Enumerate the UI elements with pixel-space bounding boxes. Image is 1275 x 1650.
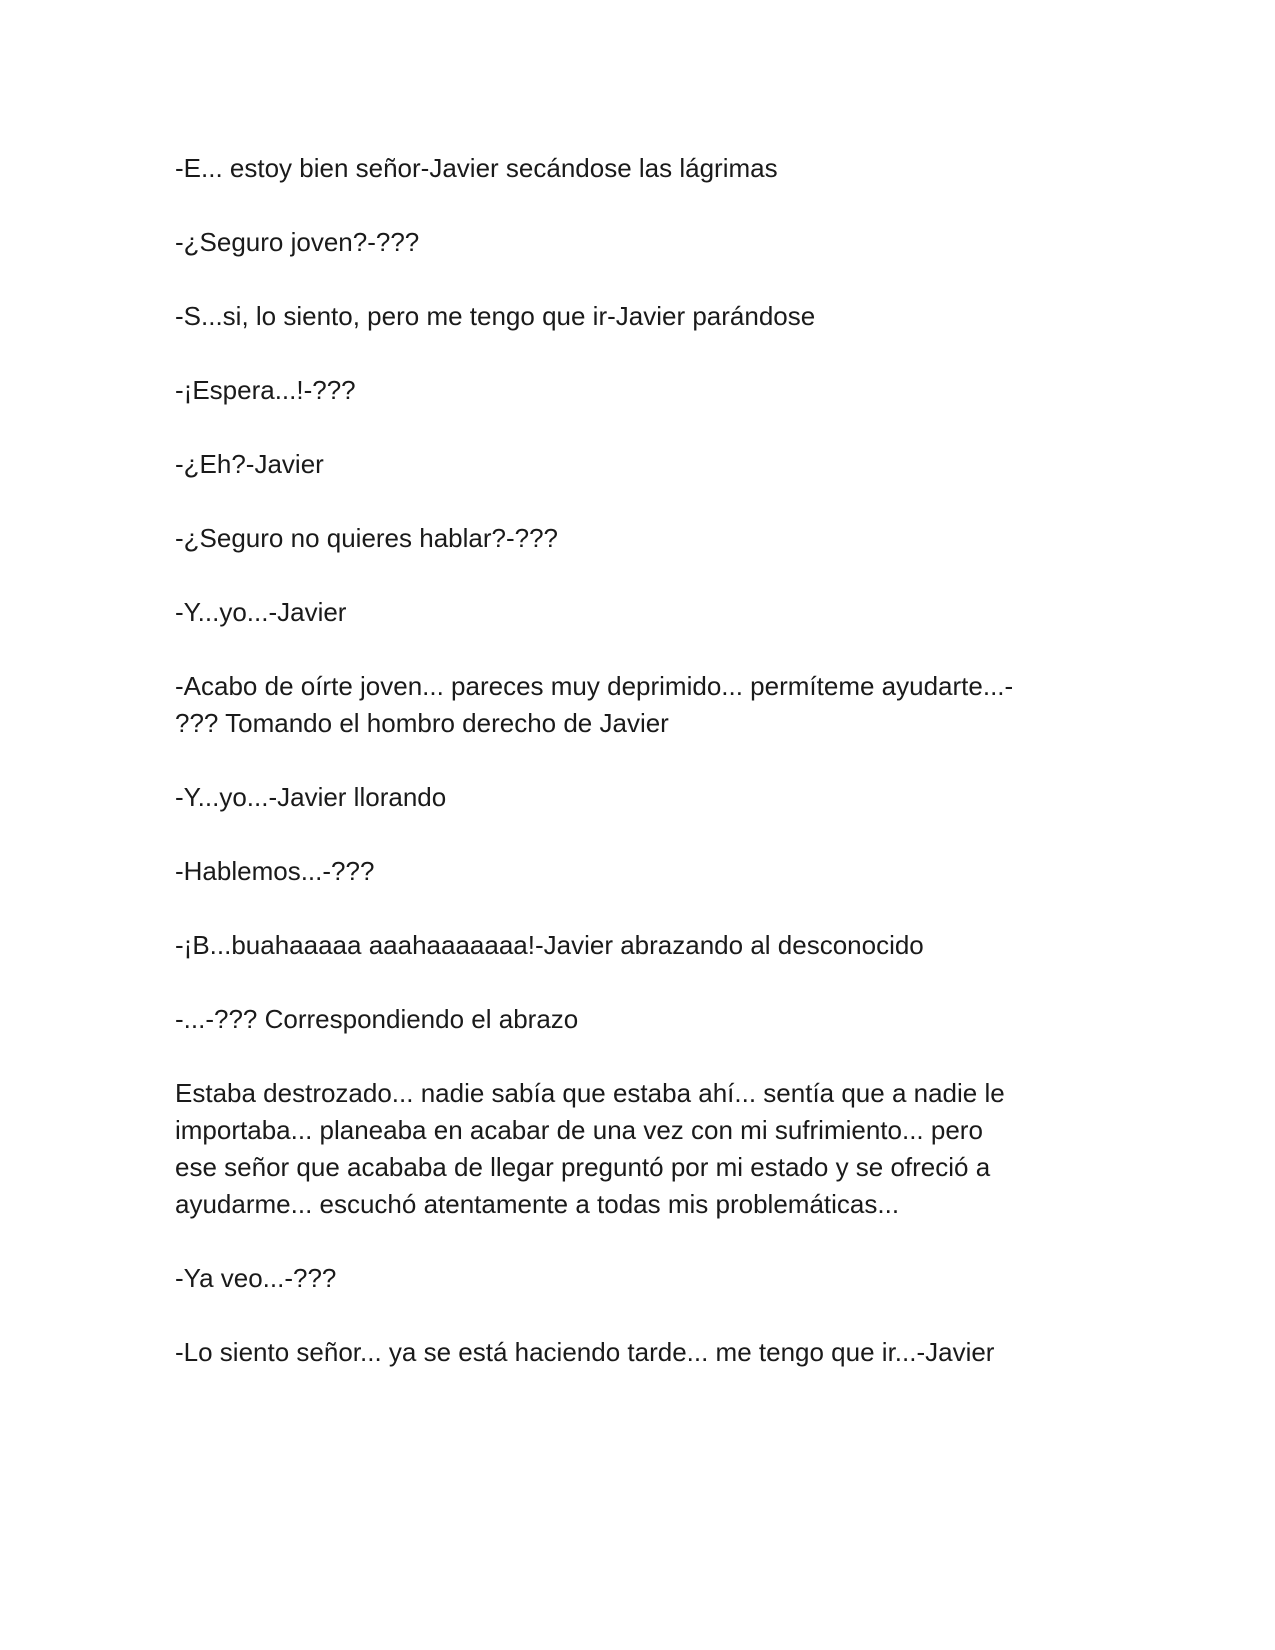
paragraph: -¿Seguro joven?-??? bbox=[175, 227, 420, 257]
paragraph: -¿Eh?-Javier bbox=[175, 449, 324, 479]
paragraph: -E... estoy bien señor-Javier secándose las lágrimas bbox=[175, 153, 778, 183]
paragraph: -Y...yo...-Javier bbox=[175, 597, 347, 627]
paragraph: -Acabo de oírte joven... pareces muy deprimido... permíteme ayudarte...- ??? Tomando el hombro derecho de Javier bbox=[175, 671, 1014, 738]
paragraph: -¡B...buahaaaaa aaahaaaaaaa!-Javier abrazando al desconocido bbox=[175, 930, 924, 960]
paragraph: -Ya veo...-??? bbox=[175, 1263, 337, 1293]
paragraph: -Y...yo...-Javier llorando bbox=[175, 782, 447, 812]
paragraph: -...-??? Correspondiendo el abrazo bbox=[175, 1004, 579, 1034]
paragraph: -S...si, lo siento, pero me tengo que ir-Javier parándose bbox=[175, 301, 816, 331]
paragraph: -Hablemos...-??? bbox=[175, 856, 375, 886]
paragraph: -¿Seguro no quieres hablar?-??? bbox=[175, 523, 559, 553]
document-body bbox=[175, 150, 1085, 1408]
paragraph: -¡Espera...!-??? bbox=[175, 375, 356, 405]
paragraph: -Lo siento señor... ya se está haciendo tarde... me tengo que ir...-Javier bbox=[175, 1337, 995, 1367]
narrative-paragraph: Estaba destrozado... nadie sabía que estaba ahí... sentía que a nadie le importaba... planeaba en acabar de una vez con mi sufrimiento... pero ese señor que acababa de llegar preguntó por mi estado y se ofreció a ayudarme... escuchó atentamente a todas mis problemáticas... bbox=[175, 1078, 1005, 1219]
